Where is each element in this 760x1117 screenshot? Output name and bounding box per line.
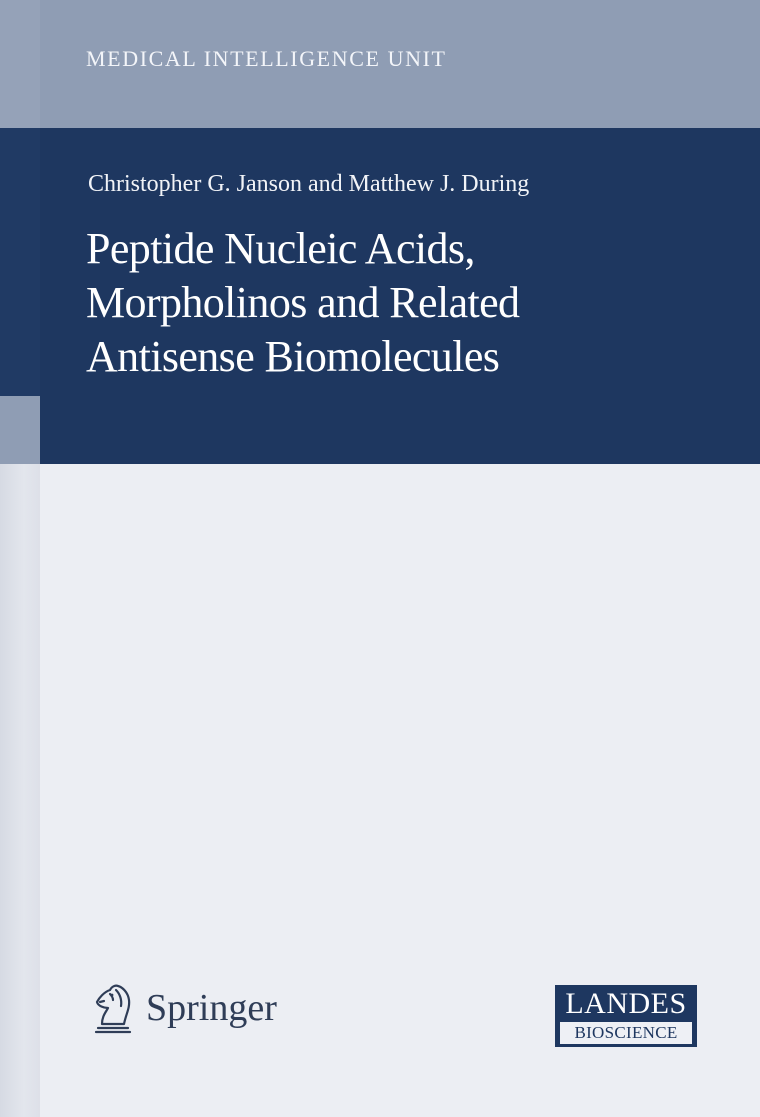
bioscience-wordmark: BIOSCIENCE xyxy=(560,1022,692,1044)
book-title-line: Antisense Biomolecules xyxy=(86,332,500,381)
book-authors: Christopher G. Janson and Matthew J. During xyxy=(88,171,530,197)
springer-wordmark: Springer xyxy=(146,987,277,1029)
springer-horse-icon xyxy=(90,980,136,1036)
book-title-line: Morpholinos and Related xyxy=(86,278,520,327)
book-title-line: Peptide Nucleic Acids, xyxy=(86,224,475,273)
book-title xyxy=(86,222,726,384)
landes-bioscience-logo xyxy=(555,985,697,1047)
spine-edge-lower xyxy=(0,396,40,464)
series-band xyxy=(0,0,760,128)
series-title: MEDICAL INTELLIGENCE UNIT xyxy=(86,46,447,71)
landes-wordmark: LANDES xyxy=(565,987,687,1020)
springer-logo xyxy=(90,978,277,1038)
